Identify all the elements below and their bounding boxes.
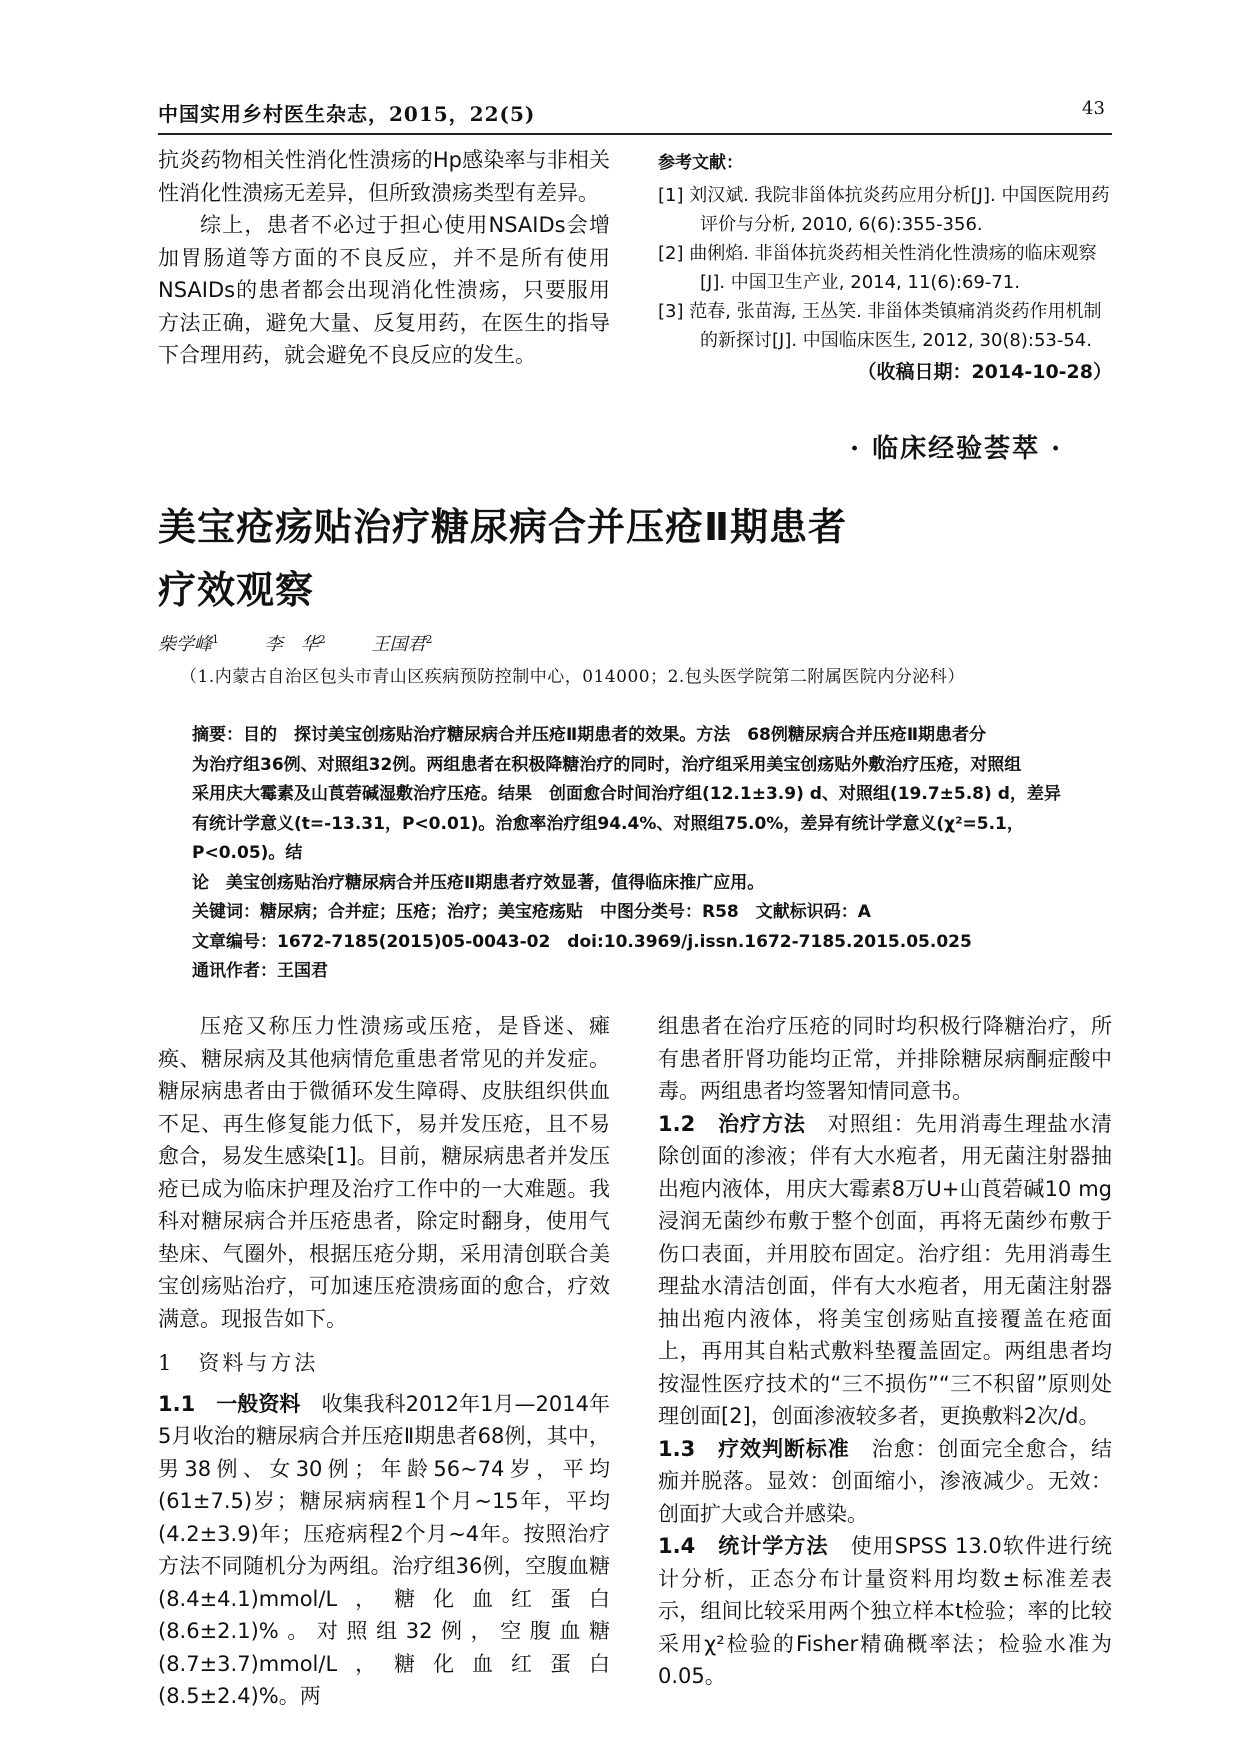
section-1-4 [658, 1530, 1112, 1693]
author: 李 华$^2$ [264, 633, 326, 655]
references-heading: 参考文献： [658, 153, 743, 173]
abstract-line: 有统计学意义(t=-13.31，P<0.01)。治愈率治疗组94.4%、对照组75.0%，差异有统计学意义(χ²=5.1，P<0.05)。结 [192, 813, 1024, 863]
reference-item: [3] 范春, 张苗海, 王丛笑. 非甾体类镇痛消炎药作用机制的新探讨[J]. 中国临床医生, 2012, 30(8):53-54. [658, 301, 1102, 351]
subsection-text: 治愈：创面完全愈合，结痂并脱落。显效：创面缩小，渗液减少。无效：创面扩大或合并感染。 [658, 1436, 1113, 1526]
abstract-line: 论 美宝创疡贴治疗糖尿病合并压疮Ⅱ期患者疗效显著，值得临床推广应用。 [192, 872, 765, 893]
received-date: （收稿日期：2014-10-28） [857, 361, 1112, 383]
section-heading: 1 资料与方法 [158, 1351, 319, 1375]
author: 王国君$^2$ [371, 633, 433, 655]
article-title [158, 496, 1058, 622]
continued-paragraph: 组患者在治疗压疮的同时均积极行降糖治疗，所有患者肝肾功能均正常，并排除糖尿病酮症酸中毒。两组患者均签署知情同意书。 [658, 1014, 1112, 1103]
intro-paragraph: 压疮又称压力性溃疡或压疮，是昏迷、瘫痪、糖尿病及其他病情危重患者常见的并发症。糖尿病患者由于微循环发生障碍、皮肤组织供血不足、再生修复能力低下，易并发压疮，且不易愈合，易发生感染[1]。目前，糖尿病患者并发压疮已成为临床护理及治疗工作中的一大难题。我科对糖尿病合并压疮患者，除定时翻身，使用气垫床、气圈外，根据压疮分期，采用清创联合美宝创疡贴治疗，可加速压疮溃疡面的愈合，疗效满意。现报告如下。 [158, 1014, 610, 1331]
section-1-2 [658, 1108, 1112, 1433]
header-rule [158, 133, 1112, 135]
prev-paragraph-2: 综上，患者不必过于担心使用NSAIDs会增加胃肠道等方面的不良反应，并不是所有使用NSAIDs的患者都会出现消化性溃疡，只要服用方法正确，避免大量、反复用药，在医生的指导下合理用药，就会避免不良反应的发生。 [158, 213, 610, 367]
section-1-3 [658, 1433, 1112, 1531]
article-id: 文章编号：1672-7185(2015)05-0043-02 doi:10.3969/j.issn.1672-7185.2015.05.025 [192, 931, 972, 952]
corresponding-author: 通讯作者：王国君 [192, 961, 328, 981]
abstract-line: 为治疗组36例、对照组32例。两组患者在积极降糖治疗的同时，治疗组采用美宝创疡贴外敷治疗压疮，对照组 [192, 754, 1022, 775]
title-line-1: 美宝疮疡贴治疗糖尿病合并压疮Ⅱ期患者 [158, 505, 848, 549]
abstract [192, 721, 1092, 987]
body-right-column [658, 1010, 1112, 1693]
journal-header: 中国实用乡村医生杂志，2015，22(5) [158, 102, 536, 126]
page-number: 43 [1082, 98, 1105, 119]
subsection-text: 收集我科2012年1月—2014年5月收治的糖尿病合并压疮Ⅱ期患者68例，其中，男38例、女30例；年龄56~74岁，平均(61±7.5)岁；糖尿病病程1个月~15年，平均(4.2±3.9)年；压疮病程2个月~4年。按照治疗方法不同随机分为两组。治疗组36例，空腹血糖(8.4±4.1)mmol/L，糖化血红蛋白(8.6±2.1)%。对照组32例，空腹血糖(8.7±3.7)mmol/L，糖化血红蛋白(8.5±2.4)%。两 [158, 1391, 611, 1708]
reference-item: [1] 刘汉斌. 我院非甾体抗炎药应用分析[J]. 中国医院用药评价与分析, 2010, 6(6):355-356. [658, 185, 1110, 235]
abstract-line: 摘要：目的 探讨美宝创疡贴治疗糖尿病合并压疮Ⅱ期患者的效果。方法 68例糖尿病合并压疮Ⅱ期患者分 [192, 725, 987, 745]
column-title: · 临床经验荟萃 · [850, 434, 1063, 464]
abstract-line: 采用庆大霉素及山莨菪碱湿敷治疗压疮。结果 创面愈合时间治疗组(12.1±3.9) d、对照组(19.7±5.8) d，差异 [192, 784, 1061, 804]
body-left-column [158, 1010, 610, 1713]
subsection-heading: 1.4 统计学方法 [658, 1534, 829, 1558]
authors [158, 630, 432, 656]
prev-article-text [158, 144, 610, 372]
keywords: 关键词：糖尿病；合并症；压疮；治疗；美宝疮疡贴 中图分类号：R58 文献标识码：A [192, 902, 871, 922]
author: 柴学峰$^1$ [158, 633, 219, 655]
subsection-heading: 1.3 疗效判断标准 [658, 1436, 850, 1461]
section-1-1 [158, 1388, 610, 1713]
references [658, 148, 1112, 384]
affiliation: （1.内蒙古自治区包头市青山区疾病预防控制中心，014000；2.包头医学院第二附属医院内分泌科） [180, 667, 965, 687]
subsection-text: 使用SPSS 13.0软件进行统计分析，正态分布计量资料用均数±标准差表示，组间比较采用两个独立样本t检验；率的比较采用χ²检验的Fisher精确概率法；检验水准为0.05。 [658, 1534, 1113, 1688]
subsection-heading: 1.2 治疗方法 [658, 1111, 806, 1136]
subsection-text: 对照组：先用消毒生理盐水清除创面的渗液；伴有大水疱者，用无菌注射器抽出疱内液体，用庆大霉素8万U+山莨菪碱10 mg浸润无菌纱布敷于整个创面，再将无菌纱布敷于伤口表面，并用胶布固定。治疗组：先用消毒生理盐水清洁创面，伴有大水疱者，用无菌注射器抽出疱内液体，将美宝创疡贴直接覆盖在疮面上，再用其自粘式敷料垫覆盖固定。两组患者均按湿性医疗技术的“三不损伤”“三不积留”原则处理创面[2]，创面渗液较多者，更换敷料2次/d。 [658, 1111, 1113, 1428]
reference-item: [2] 曲俐焰. 非甾体抗炎药相关性消化性溃疡的临床观察[J]. 中国卫生产业, 2014, 11(6):69-71. [658, 243, 1097, 293]
subsection-heading: 1.1 一般资料 [158, 1391, 301, 1416]
prev-paragraph-1: 抗炎药物相关性消化性溃疡的Hp感染率与非相关性消化性溃疡无差异，但所致溃疡类型有差异。 [158, 148, 610, 205]
title-line-2: 疗效观察 [158, 568, 315, 612]
